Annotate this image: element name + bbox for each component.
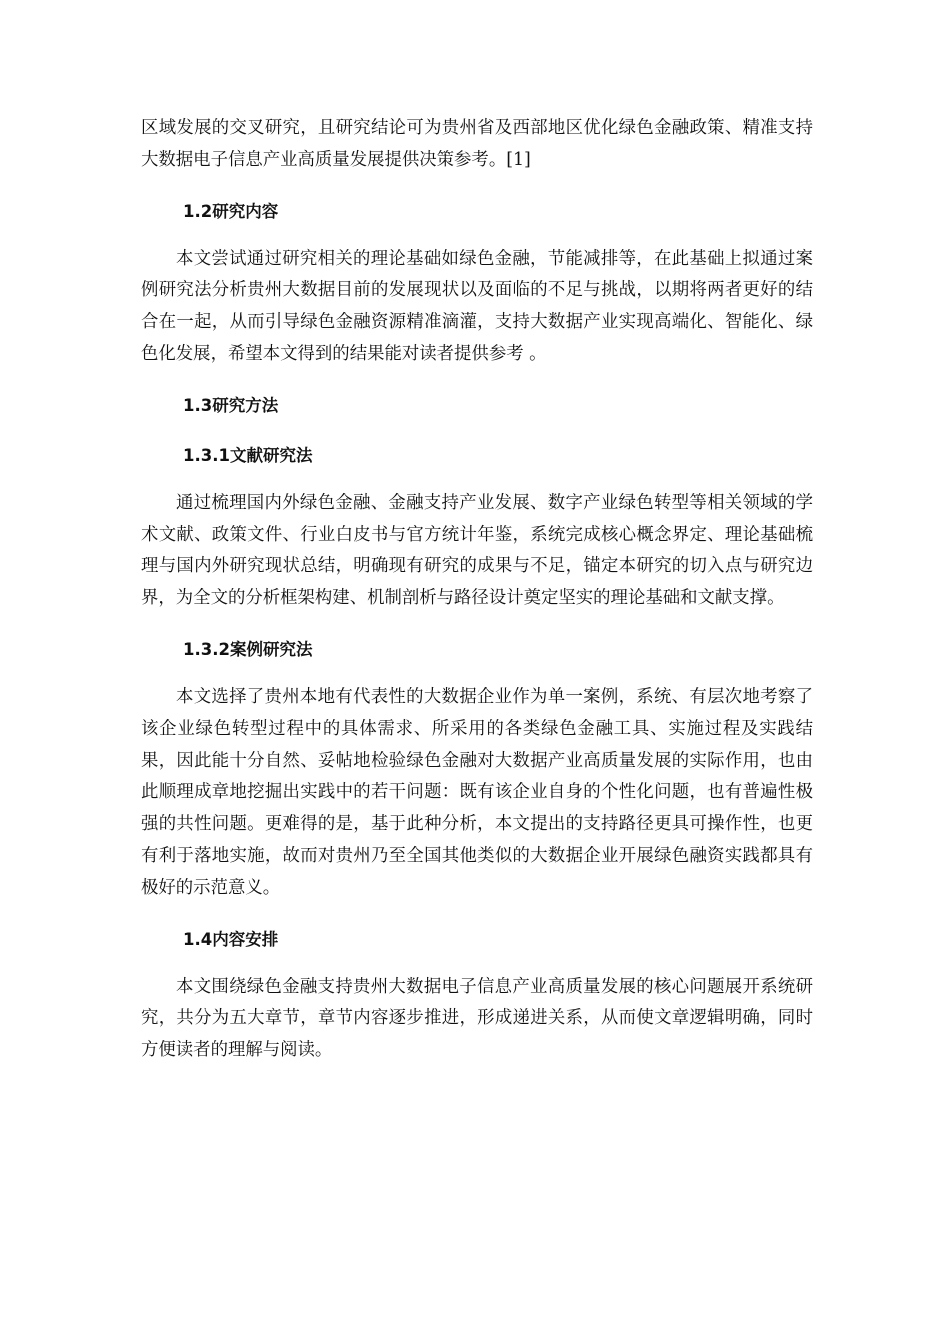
section-heading-1-3-2: 1.3.2案例研究法 [183,639,313,659]
section-heading-1-2: 1.2研究内容 [183,201,279,221]
section-heading-1-3-1: 1.3.1文献研究法 [183,445,313,465]
section-heading-1-3: 1.3研究方法 [183,395,279,415]
section-body-1-3-2: 本文选择了贵州本地有代表性的大数据企业作为单一案例，系统、有层次地考察了该企业绿色转型过程中的具体需求、所采用的各类绿色金融工具、实施过程及实践结果，因此能十分自然、妥帖地检验绿色金融对大数据产业高质量发展的实际作用，也由此顺理成章地挖掘出实践中的若干问题：既有该企业自身的个性化问题，也有普遍性极强的共性问题。更难得的是，基于此种分析，本文提出的支持路径更具可操作性，也更有利于落地实施，故而对贵州乃至全国其他类似的大数据企业开展绿色融资实践都具有极好的示范意义。 [141,686,813,898]
section-body-1-4: 本文围绕绿色金融支持贵州大数据电子信息产业高质量发展的核心问题展开系统研究，共分为五大章节，章节内容逐步推进，形成递进关系，从而使文章逻辑明确，同时方便读者的理解与阅读。 [141,976,813,1061]
continuation-paragraph: 区域发展的交叉研究，且研究结论可为贵州省及西部地区优化绿色金融政策、精准支持大数据电子信息产业高质量发展提供决策参考。[1] [141,118,813,170]
section-body-1-3-1: 通过梳理国内外绿色金融、金融支持产业发展、数字产业绿色转型等相关领域的学术文献、政策文件、行业白皮书与官方统计年鉴，系统完成核心概念界定、理论基础梳理与国内外研究现状总结，明确现有研究的成果与不足，锚定本研究的切入点与研究边界，为全文的分析框架构建、机制剖析与路径设计奠定坚实的理论基础和文献支撑。 [141,492,813,609]
document-body [141,113,813,1067]
section-heading-1-4: 1.4内容安排 [183,929,279,949]
section-body-1-2: 本文尝试通过研究相关的理论基础如绿色金融，节能减排等，在此基础上拟通过案例研究法分析贵州大数据目前的发展现状以及面临的不足与挑战，以期将两者更好的结合在一起，从而引导绿色金融资源精准滴灌，支持大数据产业实现高端化、智能化、绿色化发展，希望本文得到的结果能对读者提供参考 。 [141,248,813,364]
